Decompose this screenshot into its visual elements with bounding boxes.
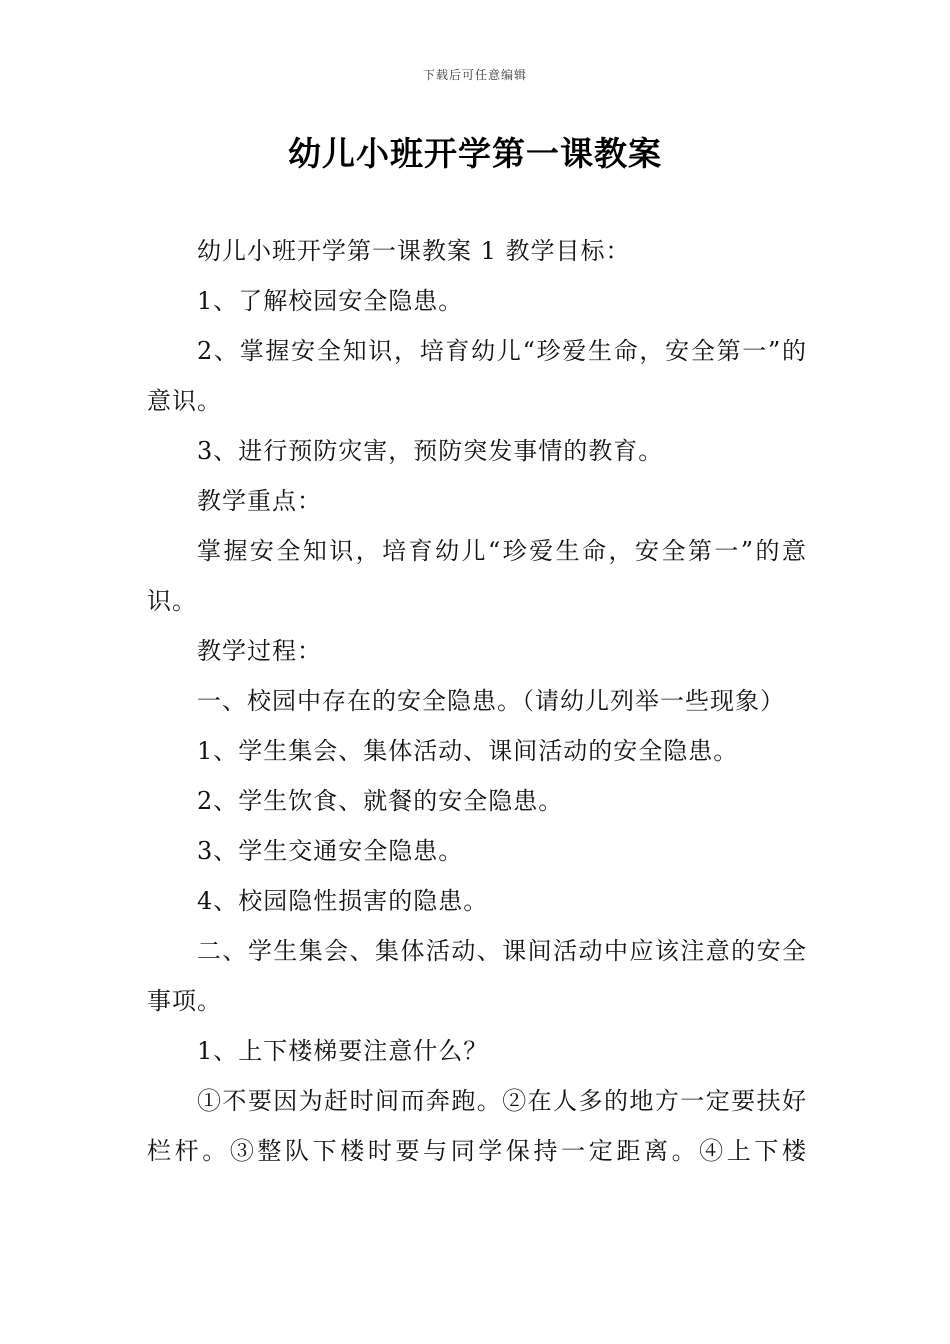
paragraph-stairs-question: 1、上下楼梯要注意什么？ bbox=[197, 1037, 489, 1065]
paragraph-section-2: 二、学生集会、集体活动、课间活动中应该注意的安全事项。 bbox=[147, 937, 807, 1015]
paragraph-hazard-3: 3、学生交通安全隐患。 bbox=[197, 837, 464, 865]
paragraph-key-points: 掌握安全知识，培育幼儿“珍爱生命，安全第一”的意识。 bbox=[147, 537, 807, 615]
paragraph-stairs-rules: ①不要因为赶时间而奔跑。②在人多的地方一定要扶好栏杆。③整队下楼时要与同学保持一定距离。④上下楼 bbox=[147, 1087, 807, 1165]
header-note: 下载后可任意编辑 bbox=[422, 68, 527, 82]
paragraph-objective-3: 3、进行预防灾害，预防突发事情的教育。 bbox=[197, 437, 664, 465]
paragraph-section-1: 一、校园中存在的安全隐患。（请幼儿列举一些现象） bbox=[197, 687, 785, 715]
paragraph-objectives-heading: 幼儿小班开学第一课教案 1 教学目标： bbox=[197, 237, 631, 265]
paragraph-objective-2: 2、掌握安全知识，培育幼儿“珍爱生命，安全第一”的意识。 bbox=[147, 337, 807, 415]
paragraph-hazard-4: 4、校园隐性损害的隐患。 bbox=[197, 887, 489, 915]
document-title: 幼儿小班开学第一课教案 bbox=[288, 134, 662, 173]
paragraph-hazard-1: 1、学生集会、集体活动、课间活动的安全隐患。 bbox=[197, 737, 739, 765]
document-body bbox=[147, 226, 807, 1176]
paragraph-objective-1: 1、了解校园安全隐患。 bbox=[197, 287, 464, 315]
paragraph-process-heading: 教学过程： bbox=[197, 637, 322, 665]
paragraph-key-points-heading: 教学重点： bbox=[197, 487, 322, 515]
paragraph-hazard-2: 2、学生饮食、就餐的安全隐患。 bbox=[197, 787, 564, 815]
